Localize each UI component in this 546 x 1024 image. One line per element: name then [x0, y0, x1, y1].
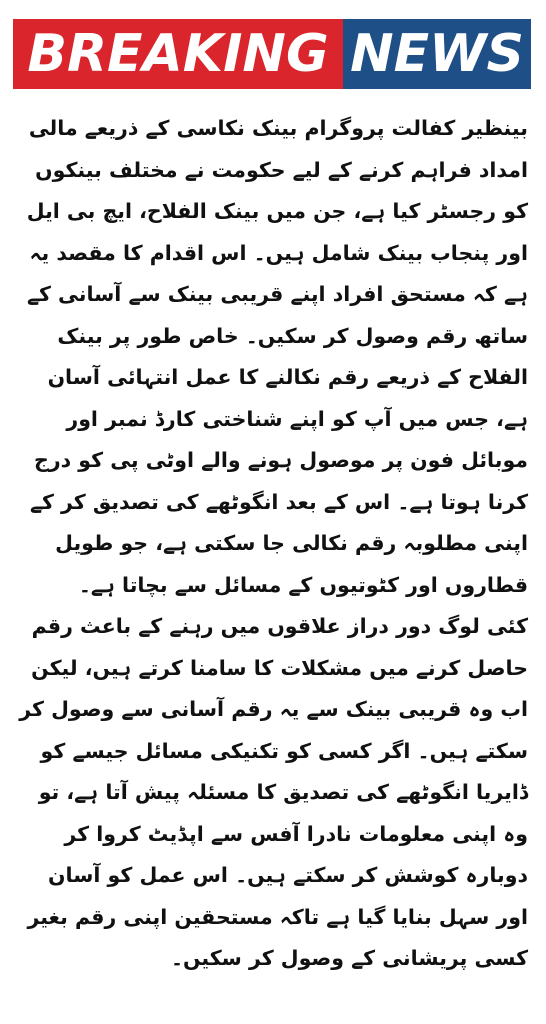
banner-news-block	[343, 19, 531, 89]
banner-breaking-block	[13, 19, 343, 89]
banner-breaking-text: BREAKING	[27, 24, 329, 84]
banner-news-text: NEWS	[350, 24, 524, 84]
article-body	[18, 108, 528, 980]
article-paragraph-1: بینظیر کفالت پروگرام بینک نکاسی کے ذریعے مالی امداد فراہم کرنے کے لیے حکومت نے مختلف بینکوں کو رجسٹر کیا ہے، جن میں بینک الفلاح، ایچ بی ایل اور پنجاب بینک شامل ہیں۔ اس اقدام کا مقصد یہ ہے کہ مستحق افراد اپنے قریبی بینک سے آسانی کے ساتھ رقم وصول کر سکیں۔ خاص طور پر بینک الفلاح کے ذریعے رقم نکالنے کا عمل انتہائی آسان ہے، جس میں آپ کو اپنے شناختی کارڈ نمبر اور موبائل فون پر موصول ہونے والے اوٹی پی کو درج کرنا ہوتا ہے۔ اس کے بعد انگوٹھے کی تصدیق کر کے اپنی مطلوبہ رقم نکالی جا سکتی ہے، جو طویل قطاروں اور کٹوتیوں کے مسائل سے بچاتا ہے۔	[26, 116, 528, 597]
breaking-news-banner	[13, 19, 531, 89]
article-paragraph-2: کئی لوگ دور دراز علاقوں میں رہنے کے باعث رقم حاصل کرنے میں مشکلات کا سامنا کرتے ہیں، لیکن اب وہ قریبی بینک سے یہ رقم آسانی سے وصول کر سکتے ہیں۔ اگر کسی کو تکنیکی مسائل جیسے کو ڈایریا انگوٹھے کی تصدیق کا مسئلہ پیش آتا ہے، تو وہ اپنی معلومات نادرا آفس سے اپڈیٹ کروا کر دوبارہ کوشش کر سکتے ہیں۔ اس عمل کو آسان اور سہل بنایا گیا ہے تاکہ مستحقین اپنی رقم بغیر کسی پریشانی کے وصول کر سکیں۔	[19, 614, 528, 970]
